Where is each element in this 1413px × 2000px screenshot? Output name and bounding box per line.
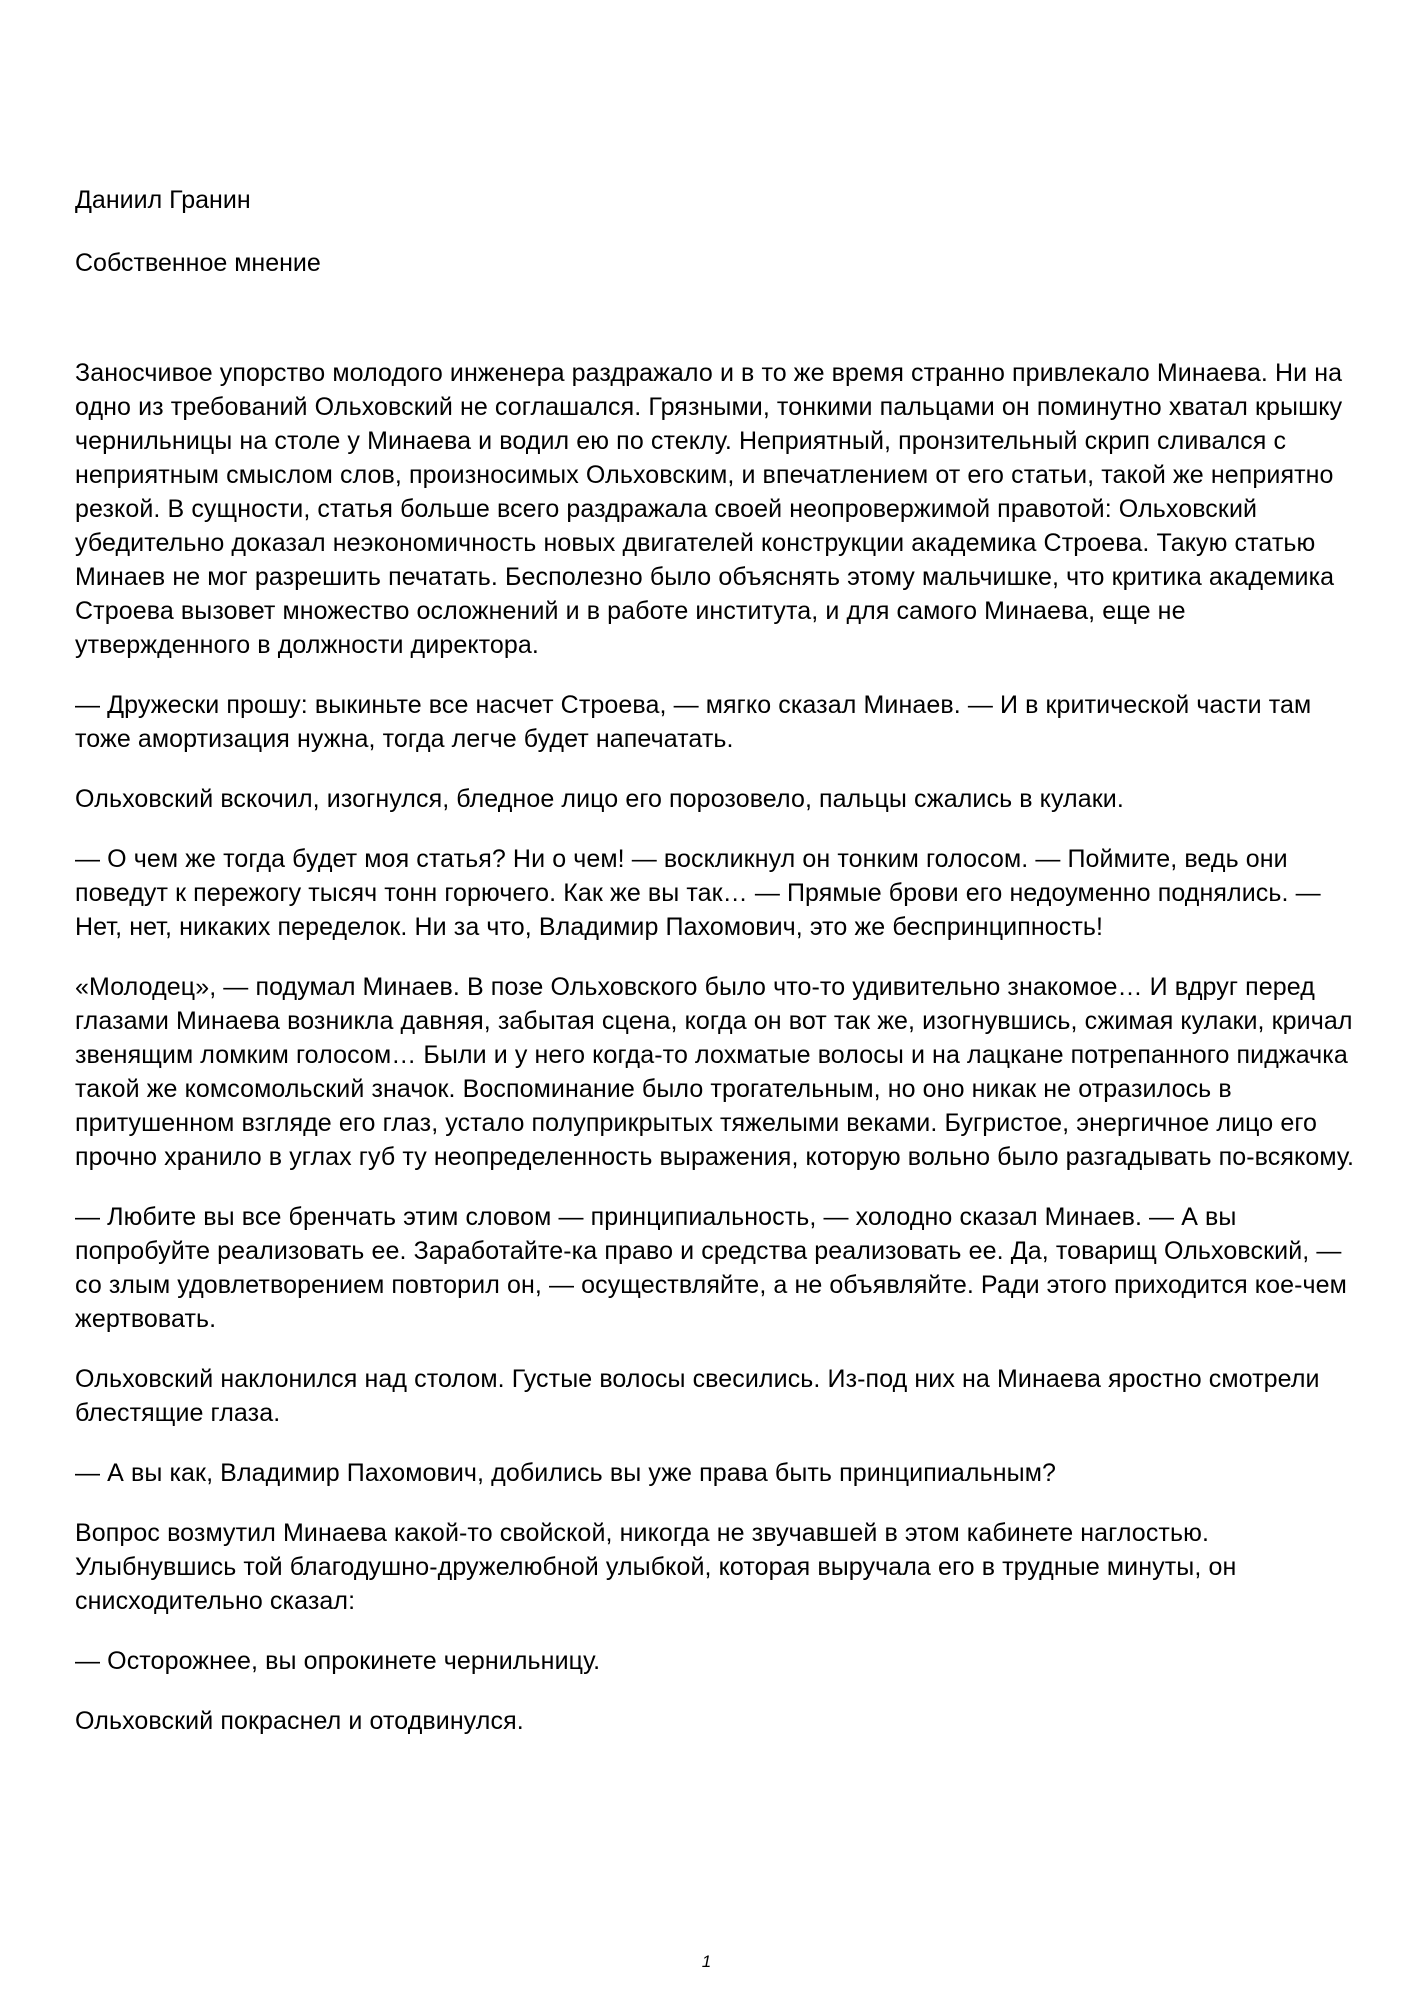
paragraph: Ольховский наклонился над столом. Густые волосы свесились. Из-под них на Минаева яростно смотрели блестящие глаза. bbox=[75, 1365, 1320, 1427]
paragraph: Ольховский вскочил, изогнулся, бледное лицо его порозовело, пальцы сжались в кулаки. bbox=[75, 785, 1124, 813]
paragraph: Заносчивое упорство молодого инженера раздражало и в то же время странно привлекало Минаева. Ни на одно из требований Ольховский не соглашался. Грязными, тонкими пальцами он поминутно хватал крышку чернильницы на столе у Минаева и водил ею по стеклу. Неприятный, пронзительный скрип сливался с неприятным смыслом слов, произносимых Ольховским, и впечатлением от его статьи, такой же неприятно резкой. В сущности, статья больше всего раздражала своей неопровержимой правотой: Ольховский убедительно доказал неэкономичность новых двигателей конструкции академика Строева. Такую статью Минаев не мог разрешить печатать. Бесполезно было объяснять этому мальчишке, что критика академика Строева вызовет множество осложнений и в работе института, и для самого Минаева, еще не утвержденного в должности директора. bbox=[75, 359, 1343, 659]
paragraph: Вопрос возмутил Минаева какой-то свойской, никогда не звучавшей в этом кабинете наглостью. Улыбнувшись той благодушно-дружелюбной улыбкой, которая выручала его в трудные минуты, он снисходительно сказал: bbox=[75, 1519, 1237, 1615]
author-name: Даниил Гранин bbox=[75, 186, 251, 214]
paragraph: — Любите вы все бренчать этим словом — принципиальность, — холодно сказал Минаев. — А вы попробуйте реализовать ее. Заработайте-ка право и средства реализовать ее. Да, товарищ Ольховский, — со злым удовлетворением повторил он, — осуществляйте, а не объявляйте. Ради этого приходится кое-чем жертвовать. bbox=[75, 1203, 1347, 1333]
paragraph: — А вы как, Владимир Пахомович, добились вы уже права быть принципиальным? bbox=[75, 1459, 1056, 1487]
paragraph: — О чем же тогда будет моя статья? Ни о чем! — воскликнул он тонким голосом. — Поймите, ведь они поведут к пережогу тысяч тонн горючего. Как же вы так… — Прямые брови его недоуменно поднялись. — Нет, нет, никаких переделок. Ни за что, Владимир Пахомович, это же беспринципность! bbox=[75, 845, 1321, 941]
document-page bbox=[75, 183, 1365, 1764]
paragraph: Ольховский покраснел и отодвинулся. bbox=[75, 1707, 524, 1735]
page-number: 1 bbox=[701, 1952, 712, 1971]
paragraph: — Дружески прошу: выкиньте все насчет Строева, — мягко сказал Минаев. — И в критической части там тоже амортизация нужна, тогда легче будет напечатать. bbox=[75, 691, 1312, 753]
paragraph: — Осторожнее, вы опрокинете чернильницу. bbox=[75, 1647, 601, 1675]
paragraph: «Молодец», — подумал Минаев. В позе Ольховского было что-то удивительно знакомое… И вдруг перед глазами Минаева возникла давняя, забытая сцена, когда он вот так же, изогнувшись, сжимая кулаки, кричал звенящим ломким голосом… Были и у него когда-то лохматые волосы и на лацкане потрепанного пиджачка такой же комсомольский значок. Воспоминание было трогательным, но оно никак не отразилось в притушенном взгляде его глаз, устало полуприкрытых тяжелыми веками. Бугристое, энергичное лицо его прочно хранило в углах губ ту неопределенность выражения, которую вольно было разгадывать по-всякому. bbox=[75, 973, 1355, 1171]
story-title: Собственное мнение bbox=[75, 249, 321, 277]
story-body bbox=[75, 356, 1365, 1738]
